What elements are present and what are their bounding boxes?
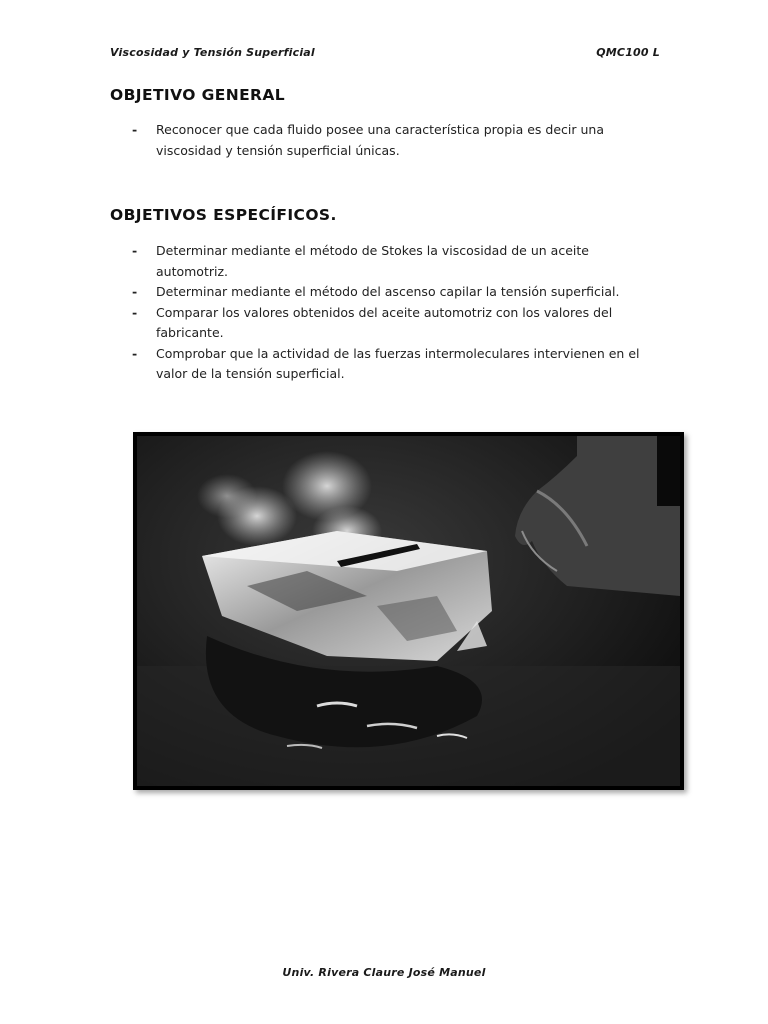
list-item-text: Comparar los valores obtenidos del aceite automotriz con los valores del fabricante.	[156, 304, 613, 340]
list-item-text: Reconocer que cada fluido posee una característica propia es decir una viscosidad y tensión superficial únicas.	[156, 122, 605, 158]
bullet-dash-icon: -	[132, 304, 138, 320]
list-item	[132, 282, 652, 303]
bullet-dash-icon: -	[132, 345, 138, 361]
objetivos-especificos-list	[132, 241, 652, 385]
footer-author: Univ. Rivera Claure José Manuel	[282, 966, 486, 979]
page-footer	[0, 966, 768, 979]
header-course-code: QMC100 L	[596, 46, 660, 59]
melting-ice-photo	[133, 432, 684, 790]
page-header	[110, 46, 660, 59]
list-item	[132, 120, 652, 161]
objetivo-general-list	[132, 120, 652, 161]
list-item	[132, 344, 652, 385]
bullet-dash-icon: -	[132, 243, 138, 258]
photo-illustration	[137, 436, 680, 786]
objetivo-general-heading: OBJETIVO GENERAL	[110, 86, 286, 104]
bullet-dash-icon: -	[132, 284, 138, 299]
list-item-text: Determinar mediante el método de Stokes la viscosidad de un aceite automotriz.	[156, 243, 589, 279]
list-item	[132, 241, 652, 282]
list-item-text: Determinar mediante el método del ascenso capilar la tensión superficial.	[156, 284, 620, 299]
list-item	[132, 303, 652, 344]
objetivos-especificos-heading: OBJETIVOS ESPECÍFICOS.	[110, 206, 337, 224]
bullet-dash-icon: -	[132, 122, 138, 137]
list-item-text: Comprobar que la actividad de las fuerzas intermoleculares intervienen en el valor de la tensión superficial.	[156, 345, 640, 381]
header-course-title: Viscosidad y Tensión Superficial	[110, 46, 315, 59]
